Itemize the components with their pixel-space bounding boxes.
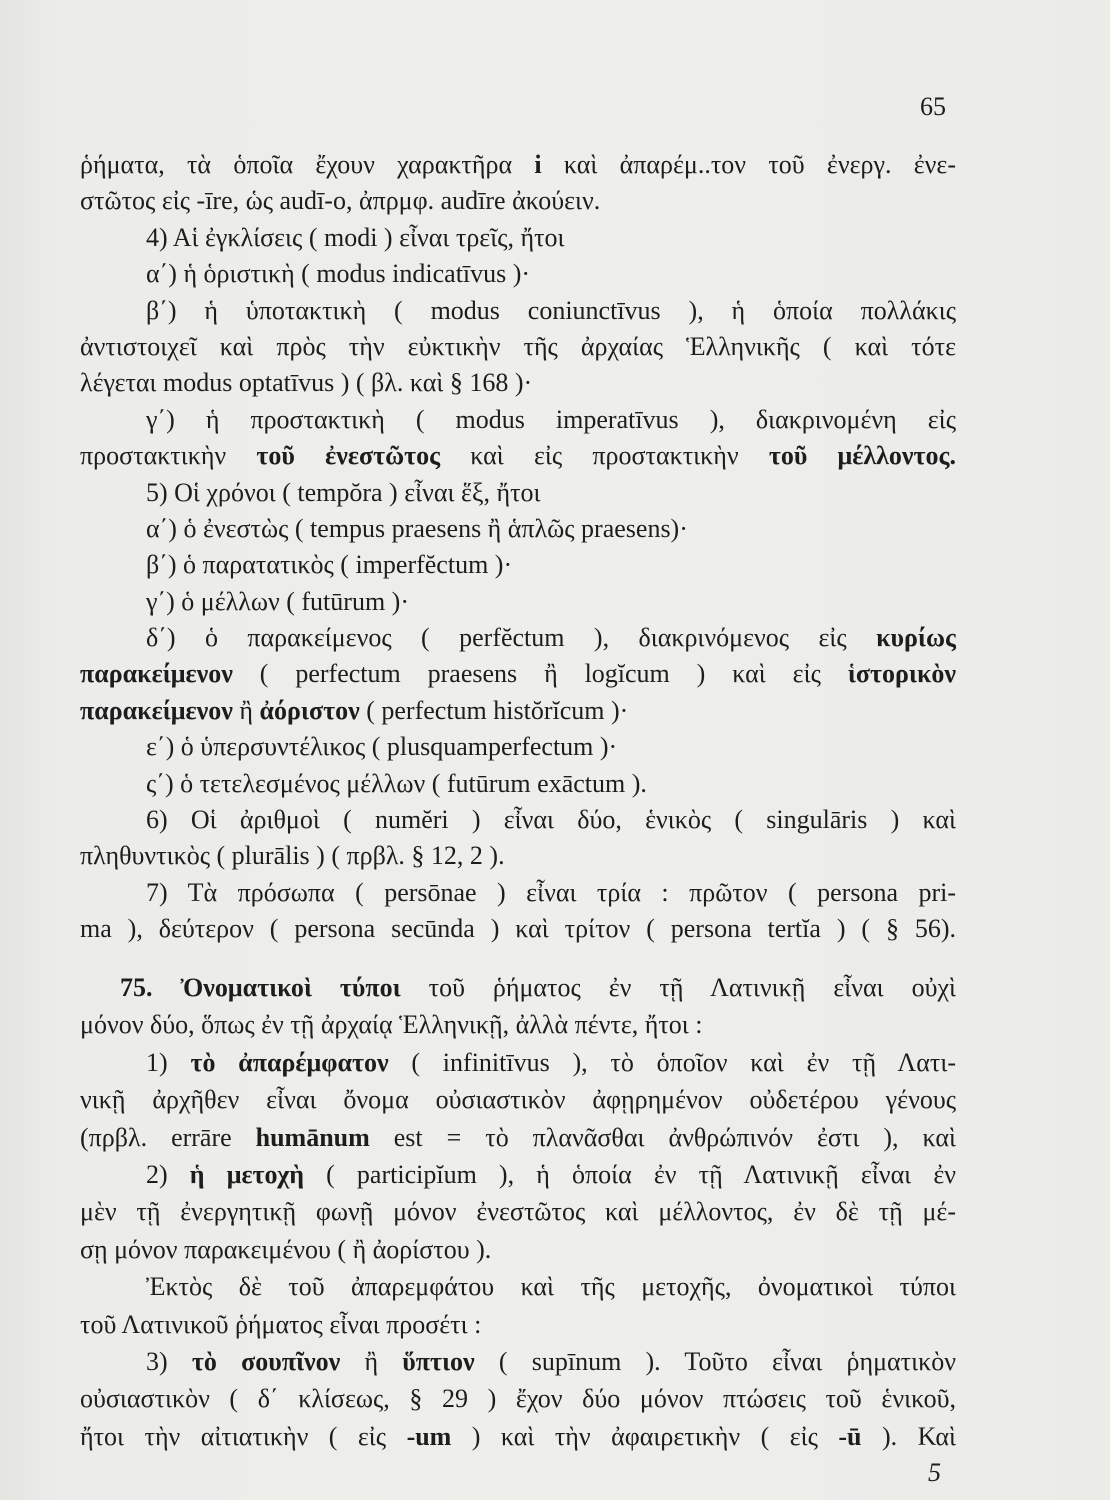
text-run: 2) xyxy=(146,1159,190,1189)
text-line xyxy=(80,1231,956,1268)
text-run: τοῦ Λατινικοῦ ῥήματος εἶναι προσέτι : xyxy=(80,1309,482,1339)
text-line xyxy=(80,766,956,802)
text-line xyxy=(80,1006,956,1043)
text-line xyxy=(80,1268,956,1305)
text-run: est = τὸ πλανᾶσθαι ἀνθρώπινόν ἐστι ), καὶ xyxy=(369,1122,956,1152)
text-run: ἢ xyxy=(232,695,260,725)
text-run: νικῇ ἀρχῆθεν εἶναι ὄνομα οὐσιαστικὸν ἀφῃρημένον οὐδετέρου γένους xyxy=(80,1085,956,1115)
text-run: ( perfectum histŏrĭcum )· xyxy=(359,695,629,725)
text-run: 1) xyxy=(146,1047,191,1077)
text-run: οὐσιαστικὸν ( δ΄ κλίσεως, § 29 ) ἔχον δύο μόνον πτώσεις τοῦ ἑνικοῦ, xyxy=(80,1384,956,1414)
text-run: ) καὶ τὴν ἀφαιρετικὴν ( εἰς xyxy=(451,1421,839,1451)
text-line xyxy=(80,220,956,256)
bold-term: ἡ μετοχὴ xyxy=(189,1159,304,1189)
text-line xyxy=(80,729,956,765)
text-line xyxy=(80,402,956,438)
text-block-section-74 xyxy=(80,147,956,948)
text-run: ( infinitīvus ), τὸ ὁποῖον καὶ ἐν τῇ Λατι- xyxy=(388,1047,956,1077)
bold-term: κυρίως xyxy=(876,623,956,653)
text-run: ἀντιστοιχεῖ καὶ πρὸς τὴν εὐκτικὴν τῆς ἀρχαίας Ἑλληνικῆς ( καὶ τότε xyxy=(80,331,956,361)
text-run: ῥήματα, τὰ ὁποῖα ἔχουν χαρακτῆρα xyxy=(80,150,535,179)
text-line xyxy=(80,147,956,183)
text-run: γ΄) ἡ προστακτικὴ ( modus imperatīvus ), διακρινομένη εἰς xyxy=(146,404,956,434)
text-line xyxy=(80,656,956,692)
text-line xyxy=(80,365,956,401)
text-run: ma ), δεύτερον ( persona secūnda ) καὶ τρίτον ( persona tertĭa ) ( § 56). xyxy=(80,914,956,944)
text-run: ( supīnum ). Τοῦτο εἶναι ῥηματικὸν xyxy=(474,1346,956,1376)
text-run: 7) Τὰ πρόσωπα ( persōnae ) εἶναι τρία : πρῶτον ( persona pri- xyxy=(146,877,956,907)
text-run: β΄) ἡ ὑποτακτικὴ ( modus coniunctīvus ), ἡ ὁποία πολλάκις xyxy=(146,295,956,325)
bold-term: τὸ ἀπαρέμφατον xyxy=(190,1047,389,1077)
page-number: 65 xyxy=(920,92,946,121)
text-run: σῃ μόνον παρακειμένου ( ἢ ἀορίστου ). xyxy=(80,1234,492,1264)
text-run: ς΄) ὁ τετελεσμένος μέλλων ( futūrum exāctum ). xyxy=(146,768,647,798)
text-run: λέγεται modus optatīvus ) ( βλ. καὶ § 168 )· xyxy=(80,368,533,398)
bold-term: τοῦ ἐνεστῶτος xyxy=(256,441,441,471)
text-line xyxy=(80,838,956,874)
bold-term: ἀόριστον xyxy=(259,695,360,725)
text-run: ( perfectum praesens ἢ logĭcum ) καὶ εἰς xyxy=(232,659,848,689)
text-line xyxy=(80,1156,956,1193)
text-line xyxy=(80,1380,956,1417)
section-heading-line xyxy=(80,969,956,1006)
text-line xyxy=(80,438,956,474)
bold-term: i xyxy=(534,150,542,179)
text-run: α΄) ἡ ὁριστικὴ ( modus indicatīvus )· xyxy=(146,259,531,289)
text-line xyxy=(80,511,956,547)
text-line xyxy=(80,1081,956,1118)
text-run: 4) Αἱ ἐγκλίσεις ( modi ) εἶναι τρεῖς, ἤτοι xyxy=(146,222,565,252)
text-line xyxy=(80,620,956,656)
text-line xyxy=(80,547,956,583)
bold-term: -ū xyxy=(838,1421,862,1451)
bold-term: humānum xyxy=(255,1122,370,1152)
text-run: α΄) ὁ ἐνεστὼς ( tempus praesens ἢ ἁπλῶς praesens)· xyxy=(146,513,688,543)
text-run: ἤτοι τὴν αἰτιατικὴν ( εἰς xyxy=(80,1421,407,1451)
text-run: στῶτος εἰς -īre, ὡς audī-o, ἀπρμφ. audīre ἀκούειν. xyxy=(80,186,601,216)
text-line xyxy=(80,256,956,292)
text-run: καὶ ἀπαρέμ..τον τοῦ ἐνεργ. ἐνε- xyxy=(541,150,956,179)
text-run: 3) xyxy=(146,1346,192,1376)
text-line xyxy=(80,875,956,911)
text-run: ). Καὶ xyxy=(861,1421,956,1451)
text-run: πληθυντικὸς ( plurālis ) ( πρβλ. § 12, 2 ). xyxy=(80,841,505,871)
text-line xyxy=(80,1193,956,1230)
bold-term: παρακείμενον xyxy=(80,695,233,725)
section-heading: 75. Ὀνοματικοὶ τύποι xyxy=(120,973,401,1002)
text-line xyxy=(80,475,956,511)
text-run: β΄) ὁ παρατατικὸς ( imperfĕctum )· xyxy=(146,550,513,580)
text-run: τοῦ ῥήματος ἐν τῇ Λατινικῇ εἶναι οὐχὶ xyxy=(400,973,956,1002)
text-line xyxy=(80,1044,956,1081)
text-run: δ΄) ὁ παρακείμενος ( perfĕctum ), διακρινόμενος εἰς xyxy=(146,623,877,653)
text-run: μόνον δύο, ὅπως ἐν τῇ ἀρχαίᾳ Ἑλληνικῇ, ἀλλὰ πέντε, ἤτοι : xyxy=(80,1010,703,1040)
text-line xyxy=(80,584,956,620)
text-run: 5) Οἱ χρόνοι ( tempŏra ) εἶναι ἕξ, ἤτοι xyxy=(146,477,541,507)
bold-term: τὸ σουπῖνον xyxy=(191,1346,341,1376)
bold-term: -um xyxy=(406,1421,452,1451)
text-line xyxy=(80,1306,956,1343)
text-run: Ἐκτὸς δὲ τοῦ ἀπαρεμφάτου καὶ τῆς μετοχῆς, ὀνοματικοὶ τύποι xyxy=(146,1272,956,1302)
bold-term: τοῦ μέλλοντος. xyxy=(768,441,956,471)
text-run: γ΄) ὁ μέλλων ( futūrum )· xyxy=(146,586,409,616)
text-line xyxy=(80,802,956,838)
text-run: καὶ εἰς προστακτικὴν xyxy=(440,441,769,471)
text-block-section-75 xyxy=(80,969,956,1455)
text-line xyxy=(80,911,956,947)
bold-term: ὕπτιον xyxy=(402,1346,475,1376)
signature-mark: 5 xyxy=(928,1458,941,1487)
bold-term: ἱστορικὸν xyxy=(847,659,956,689)
text-run: ε΄) ὁ ὑπερσυντέλικος ( plusquamperfectum )· xyxy=(146,732,618,762)
text-line xyxy=(80,1343,956,1380)
text-line xyxy=(80,329,956,365)
text-line xyxy=(80,183,956,219)
text-line xyxy=(80,293,956,329)
text-line xyxy=(80,693,956,729)
text-run: 6) Οἱ ἀριθμοὶ ( numĕri ) εἶναι δύο, ἑνικὸς ( singulāris ) καὶ xyxy=(146,805,956,835)
text-line xyxy=(80,1119,956,1156)
bold-term: παρακείμενον xyxy=(80,659,233,689)
text-line xyxy=(80,1418,956,1455)
text-run: ἢ xyxy=(340,1346,403,1376)
text-run: ( participĭum ), ἡ ὁποία ἐν τῇ Λατινικῇ εἶναι ἐν xyxy=(304,1159,956,1189)
text-run: μὲν τῇ ἐνεργητικῇ φωνῇ μόνον ἐνεστῶτος καὶ μέλλοντος, ἐν δὲ τῇ μέ- xyxy=(80,1197,956,1227)
text-run: (πρβλ. errāre xyxy=(80,1122,256,1152)
text-run: προστακτικὴν xyxy=(80,441,257,471)
